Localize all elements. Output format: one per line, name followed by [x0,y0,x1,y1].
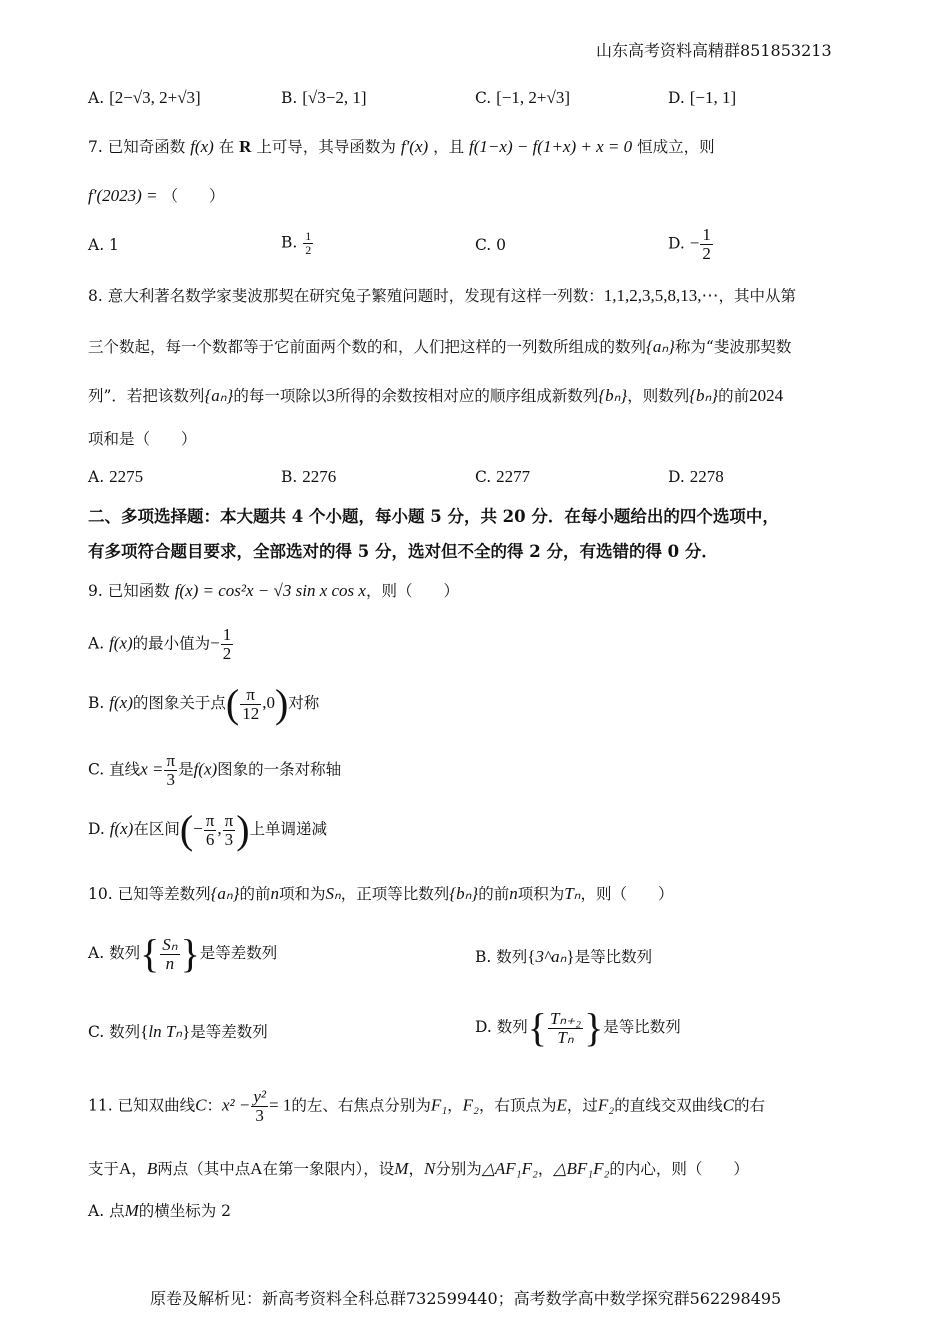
text: 是 [178,760,194,779]
text: ，则（ ） [365,582,459,600]
math: ,0 [262,693,275,712]
denominator: n [165,953,175,973]
text: 意大利著名数学家斐波那契在研究兔子繁殖问题时，发现有这样一列数： [107,287,604,305]
text: 项积为 [517,885,565,903]
option-label: D. [668,468,685,486]
q7-option-b [281,230,314,257]
math: E [556,1095,567,1115]
option-label: C. [475,468,492,486]
q6-option-c [475,88,570,108]
q10-option-b [475,945,652,967]
option-value: 2276 [302,467,337,486]
math: B [146,1159,158,1178]
math: − [689,233,700,253]
text: 所得的余数按相对应的顺序组成新数列 [334,387,599,405]
denominator: 3 [224,829,234,849]
math: A [250,1159,263,1178]
option-label: B. [281,468,298,486]
footer-text: 原卷及解析见：新高考资料全科总群732599440；高考数学高中数学探究群562298495 [150,1289,782,1308]
math: f(x) = cos²x − √3 sin x cos x [174,581,366,600]
q8-stem-line4: 项和是（ ） [88,430,197,448]
text: ，正项等比数列 [340,885,450,903]
q9-option-a [88,626,234,663]
option-label: D. [88,820,105,838]
left-brace-icon: { [140,1022,149,1041]
denominator: 3 [255,1106,264,1125]
right-brace-icon: } [180,931,200,976]
math: R [239,137,252,156]
header-text: 山东高考资料高精群851853213 [596,41,832,60]
math: {bₙ} [449,884,479,903]
question-number: 7. [88,138,103,156]
text: 的右 [734,1096,766,1115]
option-label: D. [668,234,685,253]
text: （ ） [162,187,225,205]
q10-option-a [88,931,278,976]
section2-heading-line2: 有多项符合题目要求，全部选对的得 5 分，选对但不全的得 2 分，有选错的得 0 分． [88,542,718,561]
right-paren-icon: ) [274,681,289,726]
math: f(x) [190,137,214,156]
text: 的最小值为 [132,634,211,653]
math: F₂ [597,1095,615,1115]
fraction [164,752,177,789]
q7-option-a [88,236,119,254]
math: {aₙ} [646,337,675,356]
math: x² − [221,1095,251,1115]
q8-stem-line2 [88,336,791,358]
math: 1,1,2,3,5,8,13,⋯ [603,286,719,305]
text: 直线 [109,760,141,779]
option-label: D. [668,89,685,107]
numerator: 1 [702,225,711,244]
q10-stem [88,883,673,905]
right-brace-icon: } [566,947,575,966]
text: 上可导，其导函数为 [256,138,396,156]
option-label: D. [475,1018,492,1036]
text: 的前 [478,885,510,903]
math: 3 [326,386,335,405]
q10-option-d [475,1005,681,1050]
right-paren-icon: ) [236,807,250,852]
q9-option-d [88,807,328,852]
option-math: [−1, 2+√3] [496,88,570,107]
text: 在 [218,138,235,156]
q7-stem-line1 [88,136,715,158]
q9-option-c [88,752,341,789]
text: 数列 [109,1023,141,1041]
q7-option-d [668,226,714,263]
text: 数列 [496,948,528,966]
text: 数列 [496,1018,528,1036]
math: n [270,884,279,903]
fraction [548,1010,583,1047]
math: f(1−x) − f(1+x) + x = 0 [469,137,633,156]
text: ，则数列 [627,387,690,405]
option-label: A. 1 [88,236,119,254]
text: ， [131,1160,147,1178]
math: n [509,884,518,903]
option-math: [√3−2, 1] [302,88,367,107]
numerator: 1 [305,229,312,243]
text: 数列 [109,944,141,962]
text: 的横坐标为 2 [138,1202,232,1220]
option-label: A. [88,1202,105,1220]
left-paren-icon: ( [225,681,240,726]
text: 点 [109,1202,125,1220]
right-brace-icon: } [584,1005,604,1050]
option-label: C. [88,760,105,779]
option-label: B. [281,233,298,252]
numerator: π [240,686,261,705]
question-number: 8. [88,287,103,305]
question-number: 9. [88,582,103,600]
option-label: A. [88,468,105,486]
math: △BF₁F₂ [553,1159,610,1178]
fraction [700,226,713,263]
q11-stem-line1: 11. 已知双曲线C：x² − $\frac{\text{y²}}{3}$ = 1的左、右焦点分别为F₁，F₂，右顶点为E，过F₂的直线交双曲线C的右 [88,1087,766,1125]
math: f(x) [109,693,133,712]
denominator: 2 [702,244,711,263]
numerator: Tₙ₊₂ [549,1008,582,1028]
option-label: C. 0 [475,236,507,254]
math: − [210,633,220,653]
q7-stem-line2 [88,185,224,207]
text: 称为“斐波那契数 [674,338,792,356]
text: 列”．若把该数列 [88,387,205,405]
q8-option-d [668,467,724,487]
math: Tₙ [564,884,581,903]
text: 在区间 [133,820,180,838]
denominator: 12 [242,703,260,723]
fraction [160,936,179,973]
math: ln Tₙ [148,1022,183,1041]
denominator: 2 [305,243,312,257]
text: 项和为 [279,885,326,903]
option-label: A. [88,634,105,653]
text: 的前 [239,885,271,903]
option-math: [2−√3, 2+√3] [109,88,201,107]
text: 已知奇函数 [107,138,186,156]
math: C [195,1095,207,1115]
left-brace-icon: { [527,947,536,966]
text: 的前 [718,387,750,405]
text: 图象的一条对称轴 [217,760,342,779]
math: C [722,1095,735,1115]
math: F₁ [430,1095,448,1115]
math: Sₙ [325,884,341,903]
fraction [240,686,261,723]
math: M [124,1201,139,1220]
option-label: A. [88,944,105,962]
numerator: π [224,810,234,830]
q10-option-c [88,1020,268,1042]
text: 两点（其中点 [157,1160,251,1178]
option-math: [−1, 1] [689,88,737,107]
numerator: Sₙ [162,934,178,954]
q6-option-d [668,88,736,108]
q8-option-a [88,467,143,487]
math: {bₙ} [689,386,719,405]
q9-option-b [88,681,320,726]
q6-option-a [88,88,201,108]
text: 三个数起，每一个数都等于它前面两个数的和，人们把这样的一列数所组成的数列 [88,338,647,356]
question-number: 10. [88,885,113,903]
option-label: B. [281,89,298,107]
text: 支于 [88,1160,120,1178]
left-paren-icon: ( [179,807,194,852]
q8-option-c [475,467,530,487]
text: 是等差数列 [199,944,278,962]
math: 3^aₙ [535,947,567,966]
option-label: A. [88,89,105,107]
fraction [303,230,313,257]
numerator: y² [253,1087,266,1106]
option-value: 2278 [689,467,724,486]
math: − [193,819,203,838]
math: 2024 [749,386,784,405]
math: F₂ [462,1095,479,1115]
math: A [119,1159,132,1178]
left-brace-icon: { [140,931,160,976]
text: 的左、右焦点分别为 [291,1096,431,1115]
text: 的图象关于点 [132,694,226,712]
math: {aₙ} [210,884,240,903]
text: 对称 [288,694,320,712]
text: 已知函数 [107,582,170,600]
math: f(x) [109,819,134,838]
option-label: B. [88,694,105,712]
text: ，则（ ） [580,885,674,903]
math: f′(2023) = [88,186,158,205]
option-label: C. [475,89,492,107]
numerator: π [166,751,176,770]
text: 上单调递减 [249,820,328,838]
text: 是等比数列 [574,948,653,966]
question-number: 11. [88,1096,113,1115]
q8-option-b [281,467,336,487]
fraction [223,812,236,849]
option-value: 2275 [109,467,144,486]
text: 分别为 [435,1160,482,1178]
denominator: Tₙ [557,1027,574,1047]
text: 是等差数列 [190,1023,268,1041]
fraction [251,1088,268,1125]
text: 的内心，则（ ） [609,1160,749,1178]
numerator: 1 [222,625,232,644]
section2-heading-line1: 二、多项选择题：本大题共 4 个小题，每小题 5 分，共 20 分．在每小题给出的四个选项中， [88,507,779,526]
text: 的每一项除以 [233,387,327,405]
math: = 1 [269,1095,292,1115]
option-label: B. [475,948,492,966]
text: ，过 [566,1096,598,1115]
comma: , [217,819,222,838]
text: ，其中从第 [718,287,797,305]
right-brace-icon: } [182,1022,191,1041]
text: 已知等差数列 [117,885,211,903]
fraction [204,812,217,849]
denominator: 6 [205,829,215,849]
text: 恒成立，则 [637,138,715,156]
math: x = [140,759,164,779]
q8-stem-line3 [88,385,783,407]
text: 的直线交双曲线 [614,1096,723,1115]
text: ，且 [433,138,465,156]
math: f(x) [193,759,218,779]
left-brace-icon: { [527,1005,547,1050]
q7-option-c [475,236,506,254]
math: N [423,1159,436,1178]
q6-option-b [281,88,367,108]
math: △AF₁F₂ [481,1159,538,1178]
text: 已知双曲线 [117,1096,196,1115]
q9-stem [88,580,459,602]
math: {bₙ} [598,386,628,405]
math: {aₙ} [204,386,234,405]
math: f(x) [109,633,133,653]
q11-option-a [88,1200,231,1222]
text: ，右顶点为 [478,1096,557,1115]
numerator: π [205,810,215,830]
q8-stem-line1 [88,285,796,307]
text: 是等比数列 [603,1018,681,1036]
denominator: 3 [166,770,176,789]
math: M [394,1159,409,1178]
denominator: 2 [222,644,232,663]
fraction [221,626,234,663]
math: f′(x) [400,137,429,156]
q11-stem-line2: 支于A，B两点（其中点A在第一象限内），设M，N分别为△AF₁F₂，△BF₁F₂的内心，则（ ） [88,1159,749,1178]
option-label: C. [88,1023,105,1041]
option-value: 2277 [496,467,531,486]
text: 在第一象限内），设 [262,1160,395,1178]
